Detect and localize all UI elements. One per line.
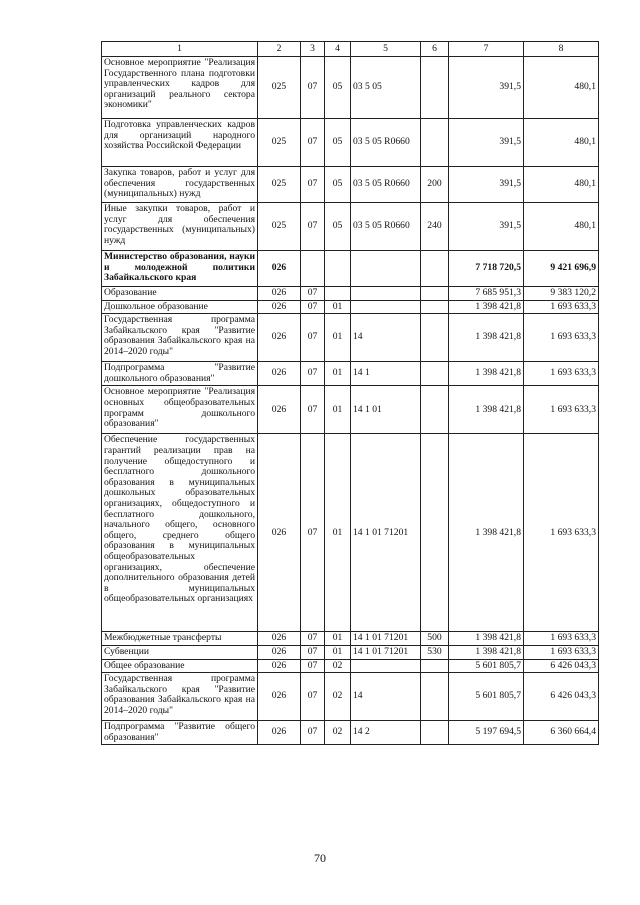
row-subsection: 01 <box>325 362 351 386</box>
row-subsection: 01 <box>325 434 351 632</box>
row-amount-1: 7 685 951,3 <box>449 287 524 301</box>
row-name: Иные закупки товаров, работ и услуг для обеспечения государственных (муниципальных) нужд <box>102 203 258 251</box>
header-cell: 6 <box>421 42 449 57</box>
row-subsection: 01 <box>325 632 351 646</box>
table-row <box>102 119 599 167</box>
row-target-article <box>351 300 421 314</box>
row-amount-2: 480,1 <box>524 119 599 167</box>
row-subsection <box>325 287 351 301</box>
row-ministry-code: 026 <box>258 434 301 632</box>
row-subsection: 02 <box>325 721 351 745</box>
row-expense-type <box>421 300 449 314</box>
row-target-article <box>351 251 421 287</box>
row-section: 07 <box>301 632 325 646</box>
row-expense-type <box>421 119 449 167</box>
header-cell: 8 <box>524 42 599 57</box>
row-amount-2: 480,1 <box>524 167 599 203</box>
table-row <box>102 167 599 203</box>
row-subsection: 01 <box>325 314 351 362</box>
row-section: 07 <box>301 287 325 301</box>
row-name: Подпрограмма "Развитие дошкольного образования" <box>102 362 258 386</box>
row-amount-2: 1 693 633,3 <box>524 386 599 434</box>
row-subsection: 01 <box>325 300 351 314</box>
row-section: 07 <box>301 300 325 314</box>
row-target-article: 14 <box>351 314 421 362</box>
row-target-article: 03 5 05 <box>351 57 421 119</box>
table-row <box>102 314 599 362</box>
table-row <box>102 632 599 646</box>
table-row <box>102 287 599 301</box>
row-ministry-code: 026 <box>258 721 301 745</box>
row-amount-1: 1 398 421,8 <box>449 632 524 646</box>
row-subsection: 01 <box>325 386 351 434</box>
row-section: 07 <box>301 314 325 362</box>
row-amount-1: 1 398 421,8 <box>449 645 524 659</box>
header-cell: 7 <box>449 42 524 57</box>
row-ministry-code: 025 <box>258 57 301 119</box>
row-subsection: 02 <box>325 673 351 721</box>
row-target-article: 14 <box>351 673 421 721</box>
row-target-article: 14 1 01 <box>351 386 421 434</box>
row-subsection: 02 <box>325 659 351 673</box>
row-amount-1: 5 197 694,5 <box>449 721 524 745</box>
row-expense-type <box>421 673 449 721</box>
row-target-article: 14 1 01 71201 <box>351 632 421 646</box>
row-section: 07 <box>301 386 325 434</box>
row-section: 07 <box>301 119 325 167</box>
row-amount-1: 1 398 421,8 <box>449 386 524 434</box>
row-ministry-code: 026 <box>258 362 301 386</box>
table-row <box>102 673 599 721</box>
row-name: Основное мероприятие "Реализация основных общеобразовательных программ дошкольного образования" <box>102 386 258 434</box>
row-amount-2: 1 693 633,3 <box>524 645 599 659</box>
row-amount-2: 1 693 633,3 <box>524 434 599 632</box>
row-target-article: 14 1 <box>351 362 421 386</box>
row-expense-type <box>421 434 449 632</box>
table-row <box>102 362 599 386</box>
row-ministry-code: 026 <box>258 659 301 673</box>
row-amount-1: 1 398 421,8 <box>449 434 524 632</box>
row-section: 07 <box>301 362 325 386</box>
row-target-article: 14 2 <box>351 721 421 745</box>
header-cell: 4 <box>325 42 351 57</box>
table-row <box>102 645 599 659</box>
row-section: 07 <box>301 203 325 251</box>
row-expense-type: 240 <box>421 203 449 251</box>
row-name: Основное мероприятие "Реализация Государственного плана подготовки управленческих кадров для организаций реального сектора экономики" <box>102 57 258 119</box>
row-name: Обеспечение государственных гарантий реализации прав на получение общедоступного и бесплатного дошкольного образования в муниципальных дошкольных образовательных организациях, общедоступного и бесплатного дошкольного, начального общего, основного общего, среднего общего образования в муниципальных общеобразовательных организациях, обеспечение дополнительного образования детей в муниципальных общеобразовательных организациях <box>102 434 258 632</box>
table-row <box>102 57 599 119</box>
row-target-article <box>351 287 421 301</box>
row-subsection: 05 <box>325 57 351 119</box>
row-amount-2: 1 693 633,3 <box>524 362 599 386</box>
row-section: 07 <box>301 673 325 721</box>
row-ministry-code: 026 <box>258 314 301 362</box>
row-target-article: 03 5 05 R0660 <box>351 119 421 167</box>
row-name: Образование <box>102 287 258 301</box>
row-expense-type <box>421 57 449 119</box>
row-target-article <box>351 659 421 673</box>
row-name: Подпрограмма "Развитие общего образования" <box>102 721 258 745</box>
row-expense-type <box>421 362 449 386</box>
row-ministry-code: 026 <box>258 632 301 646</box>
row-ministry-code: 026 <box>258 251 301 287</box>
row-amount-1: 1 398 421,8 <box>449 362 524 386</box>
row-amount-2: 6 360 664,4 <box>524 721 599 745</box>
table-row <box>102 434 599 632</box>
row-subsection <box>325 251 351 287</box>
row-ministry-code: 025 <box>258 167 301 203</box>
row-name: Министерство образования, науки и молодежной политики Забайкальского края <box>102 251 258 287</box>
row-name: Общее образование <box>102 659 258 673</box>
row-amount-2: 6 426 043,3 <box>524 673 599 721</box>
row-name: Подготовка управленческих кадров для организаций народного хозяйства Российской Федерации <box>102 119 258 167</box>
row-amount-2: 480,1 <box>524 57 599 119</box>
table-row-ministry <box>102 251 599 287</box>
row-amount-1: 391,5 <box>449 167 524 203</box>
row-amount-1: 391,5 <box>449 119 524 167</box>
row-target-article: 03 5 05 R0660 <box>351 167 421 203</box>
row-section: 07 <box>301 645 325 659</box>
row-amount-2: 9 383 120,2 <box>524 287 599 301</box>
row-amount-2: 1 693 633,3 <box>524 314 599 362</box>
row-name: Закупка товаров, работ и услуг для обеспечения государственных (муниципальных) нужд <box>102 167 258 203</box>
row-expense-type: 500 <box>421 632 449 646</box>
row-section: 07 <box>301 434 325 632</box>
row-section: 07 <box>301 721 325 745</box>
row-expense-type <box>421 659 449 673</box>
row-expense-type <box>421 251 449 287</box>
row-expense-type <box>421 287 449 301</box>
row-ministry-code: 026 <box>258 386 301 434</box>
row-name: Дошкольное образование <box>102 300 258 314</box>
table-row <box>102 721 599 745</box>
row-ministry-code: 026 <box>258 673 301 721</box>
row-amount-1: 5 601 805,7 <box>449 673 524 721</box>
row-target-article: 14 1 01 71201 <box>351 645 421 659</box>
row-name: Межбюджетные трансферты <box>102 632 258 646</box>
row-subsection: 05 <box>325 203 351 251</box>
row-expense-type: 200 <box>421 167 449 203</box>
row-amount-1: 7 718 720,5 <box>449 251 524 287</box>
row-ministry-code: 025 <box>258 203 301 251</box>
row-name: Государственная программа Забайкальского края "Развитие образования Забайкальского края на 2014–2020 годы" <box>102 314 258 362</box>
row-target-article: 03 5 05 R0660 <box>351 203 421 251</box>
row-amount-1: 391,5 <box>449 203 524 251</box>
row-ministry-code: 026 <box>258 300 301 314</box>
row-expense-type: 530 <box>421 645 449 659</box>
row-subsection: 05 <box>325 119 351 167</box>
header-cell: 3 <box>301 42 325 57</box>
row-subsection: 05 <box>325 167 351 203</box>
row-name: Субвенции <box>102 645 258 659</box>
budget-table-container <box>101 41 598 745</box>
table-header-row <box>102 42 599 57</box>
row-ministry-code: 026 <box>258 287 301 301</box>
row-ministry-code: 026 <box>258 645 301 659</box>
row-amount-1: 1 398 421,8 <box>449 300 524 314</box>
row-amount-1: 1 398 421,8 <box>449 314 524 362</box>
row-amount-2: 480,1 <box>524 203 599 251</box>
row-section: 07 <box>301 167 325 203</box>
header-cell: 2 <box>258 42 301 57</box>
row-expense-type <box>421 386 449 434</box>
row-ministry-code: 025 <box>258 119 301 167</box>
row-section: 07 <box>301 659 325 673</box>
budget-table <box>101 41 599 745</box>
table-row <box>102 203 599 251</box>
row-amount-2: 1 693 633,3 <box>524 300 599 314</box>
row-amount-1: 391,5 <box>449 57 524 119</box>
row-expense-type <box>421 721 449 745</box>
table-row <box>102 386 599 434</box>
row-section <box>301 251 325 287</box>
row-name: Государственная программа Забайкальского края "Развитие образования Забайкальского края на 2014–2020 годы" <box>102 673 258 721</box>
row-amount-2: 1 693 633,3 <box>524 632 599 646</box>
table-row <box>102 300 599 314</box>
row-amount-2: 9 421 696,9 <box>524 251 599 287</box>
header-cell: 1 <box>102 42 258 57</box>
table-row <box>102 659 599 673</box>
page-number: 70 <box>314 851 326 865</box>
row-section: 07 <box>301 57 325 119</box>
row-target-article: 14 1 01 71201 <box>351 434 421 632</box>
row-amount-2: 6 426 043,3 <box>524 659 599 673</box>
row-amount-1: 5 601 805,7 <box>449 659 524 673</box>
row-subsection: 01 <box>325 645 351 659</box>
row-expense-type <box>421 314 449 362</box>
header-cell: 5 <box>351 42 421 57</box>
